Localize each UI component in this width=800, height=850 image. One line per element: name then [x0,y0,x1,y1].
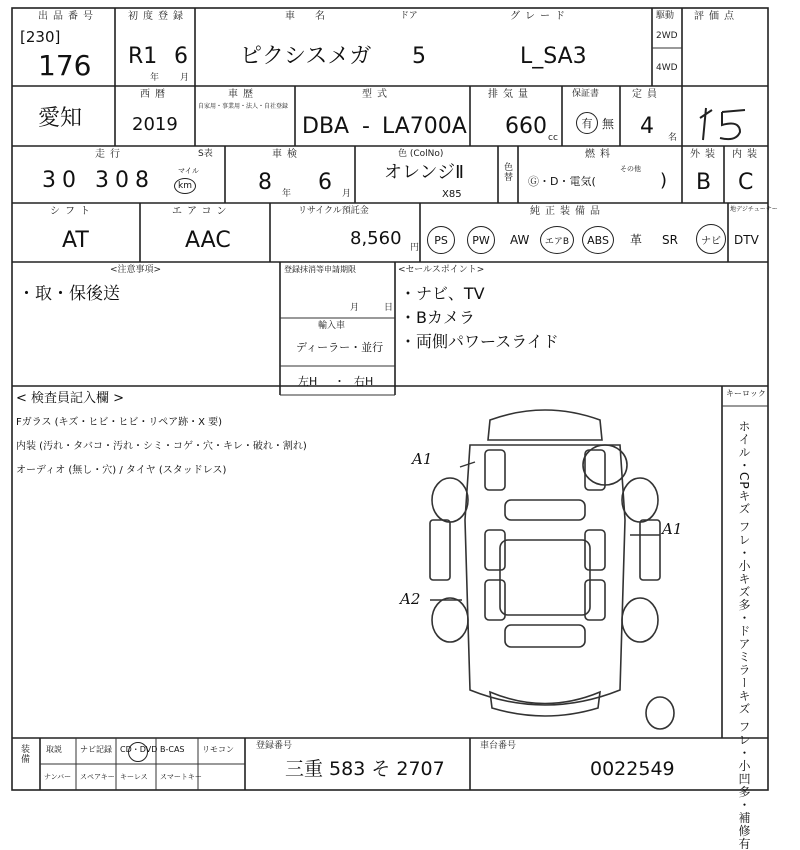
import-dealer: ディーラー・並行 [296,341,384,354]
ac-label: エアコン [172,206,232,217]
lot-sub: [230] [20,28,61,46]
cc: 660 [505,114,547,139]
chassis-label: 車台番号 [480,741,517,751]
car-name: ピクシスメガ [240,44,372,69]
first-reg-month-unit: 月 [180,73,190,83]
shaken-month: 6 [318,170,332,195]
lot-label: 出品番号 [38,11,98,22]
shift-label: シフト [50,206,95,217]
first-reg-era: R1 [128,44,158,69]
period-month: 月 [350,303,360,313]
fuel-other: その他 [620,165,641,173]
model-code: LA700A [382,114,467,139]
footer-item-plate: ナンバー [44,773,72,781]
inspection-no: 無 [602,117,615,131]
first-reg-year-unit: 年 [150,73,160,83]
car-diagram [430,410,674,729]
keyless-label: キーロック [726,389,766,398]
model-label: 型式 [362,89,392,100]
grade: L_SA3 [520,44,587,69]
year-label: 西暦 [140,89,170,100]
exterior: B [696,170,712,195]
period-label: 登録抹消等申請期限 [284,265,356,274]
fuel-close: ) [660,170,668,191]
shaken-label: 車検 [272,149,302,160]
dtv: DTV [734,233,759,247]
recycle-label: リサイクル預託金 [298,206,369,216]
footer-item-manual: 取説 [46,745,62,754]
shift: AT [62,228,89,253]
capacity-unit: 名 [668,133,678,143]
cc-unit: cc [548,133,558,143]
recycle-unit: 円 [410,243,420,253]
footer-item-remote: リモコン [202,745,234,754]
drive-label: 駆動 [656,11,675,21]
inspector-side-note: ホイル・CPキズ フレ・小キズ多・ドアミラーキズ フレ・小凹多・補修有 [737,420,751,850]
caution-text: ・取・保後送 [18,284,120,304]
mileage: 30 308 [42,168,155,193]
mileage-unit-mile: マイル [178,167,199,175]
equip-pw: PW [467,226,495,254]
damage-mark-a1-right: A1 [662,520,683,538]
hand-left: 左H [298,375,318,388]
exterior-label: 外装 [690,149,720,160]
color: オレンジⅡ [384,162,464,183]
plate: 三重 583 そ 2707 [285,758,445,780]
shaken-year-unit: 年 [282,189,292,199]
footer-item-keyless: キーレス [120,773,148,781]
history-label: 車歴 [228,89,258,100]
footer-item-sparekey: スペアキー [80,773,115,781]
equipment-label: 純正装備品 [530,206,605,217]
first-reg-label: 初度登録 [128,11,188,22]
footer-item-bcas: B-CAS [160,745,185,754]
shaken-month-unit: 月 [342,189,352,199]
footer-equip-label: 装備 [19,744,29,764]
inspector-audio: オーディオ (無し・穴) / タイヤ (スタッドレス) [16,465,227,476]
inspection-label: 保証書 [572,89,600,99]
mileage-label: 走行 [95,149,125,160]
model-prefix: DBA [302,114,350,139]
doors: 5 [412,44,426,69]
sales-point-2: ・Bカメラ [400,308,475,327]
equip-leather: 革 [630,233,643,247]
door-label: ドア [400,11,418,21]
inspector-title: < 検査員記入欄 > [16,391,125,406]
equip-sr: SR [662,233,678,247]
ac: AAC [185,228,231,253]
damage-mark-a1-front: A1 [412,450,433,468]
year: 2019 [132,114,178,135]
region: 愛知 [38,106,83,131]
fuel-options: Ⓖ・D・電気( [528,175,596,188]
first-reg-month: 6 [174,44,188,69]
sales-point-1: ・ナビ、TV [400,284,485,303]
capacity: 4 [640,114,654,139]
chassis: 0022549 [590,758,675,780]
footer-item-navi: ナビ記録 [80,745,112,754]
sales-point-3: ・両側パワースライド [400,332,559,351]
car-name-label: 車 名 [285,11,330,22]
caution-label: <注意事項> [110,265,162,275]
inspector-interior: 内装 (汚れ・タバコ・汚れ・シミ・コゲ・穴・キレ・破れ・割れ) [16,441,307,452]
color-change-label: 色替 [502,162,512,182]
history-note: 自家用・事業用・法人・自社登録 [198,103,289,110]
import-label: 輸入車 [318,321,346,331]
period-day: 日 [384,303,394,313]
recycle-amount: 8,560 [350,228,402,249]
footer-item-smartkey: スマートキー [160,773,202,781]
sales-label: <セールスポイント> [398,265,485,275]
color-label: 色 (ColNo) [398,149,444,159]
equip-ps: PS [427,226,455,254]
equip-aw: AW [510,233,530,247]
grade-label: グレード [510,11,570,22]
inspection-yes: 有 [576,112,598,134]
shaken-year: 8 [258,170,272,195]
hand-right: 右H [354,375,374,388]
model-dash: - [362,114,370,139]
lot-number: 176 [38,49,92,82]
dtv-label: 地デジチューナー [730,206,778,213]
footer-circle-mark [128,742,148,762]
footer-item-cd: CD・DVD [120,745,158,754]
equip-airbag: エアB [540,226,574,254]
interior-label: 内装 [732,149,762,160]
mileage-unit-km: km [174,178,196,194]
damage-mark-a2-left: A2 [400,590,421,608]
score-label: 評価点 [694,11,739,22]
drive-2wd: 2WD [656,31,678,41]
equip-navi: ナビ [696,224,726,254]
cc-label: 排気量 [488,89,533,100]
drive-4wd: 4WD [656,63,678,73]
fuel-label: 燃料 [585,149,615,160]
capacity-label: 定員 [632,89,662,100]
interior: C [738,170,754,195]
equip-abs: ABS [582,226,614,254]
plate-label: 登録番号 [256,741,293,751]
color-code: X85 [442,189,462,200]
hand-dot: ・ [334,375,345,388]
s-label: S表 [198,149,213,159]
inspector-glass: Fガラス (キズ・ヒビ・ヒビ・リペア跡・X 要) [16,417,223,428]
